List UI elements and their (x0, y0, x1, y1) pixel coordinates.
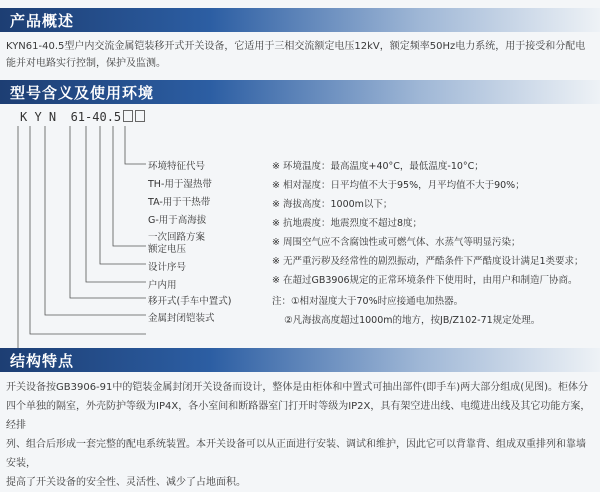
condition-item: ※ 抗地震度：地震烈度不超过8度； (272, 218, 423, 229)
structure-line: 开关设备按GB3906-91中的铠装金属封闭开关设备而设计，整体是由柜体和中置式可抽出部件(即手车)两大部分组成(见图)。柜体分 (6, 382, 588, 393)
section-banner-structure (0, 348, 600, 372)
bracket-line (45, 126, 146, 315)
condition-item: ※ 在超过GB3906规定的正常环境条件下使用时，由用户和制造厂协商。 (272, 275, 578, 286)
structure-line: 四个单独的隔室，外壳防护等级为IP4X，各小室间和断路器室门打开时等级为IP2X，具有架空进出线、电缆进出线及其它功能方案，经排 (6, 401, 591, 431)
structure-line: 列、组合后形成一套完整的配电系统装置。本开关设备可以从正面进行安装、调试和维护，因此它可以背靠背、组成双重排列和靠墙安装， (6, 439, 586, 469)
condition-item: ※ 周围空气应不含腐蚀性或可燃气体、水蒸气等明显污染； (272, 237, 521, 248)
model-label: 一次回路方案 (148, 232, 206, 243)
model-label: 金属封闭铠装式 (148, 313, 215, 324)
structure-paragraph (6, 378, 594, 492)
model-label: 设计序号 (148, 262, 187, 273)
model-label: TH-用于湿热带 (148, 179, 212, 190)
model-label: 户内用 (148, 280, 177, 291)
bracket-line (113, 126, 146, 246)
condition-item: ※ 无严重污秽及经常性的剧烈振动，严酷条件下严酷度设计满足1类要求； (272, 256, 584, 267)
bracket-line (18, 126, 146, 352)
condition-item: ※ 海拔高度：1000m以下； (272, 199, 393, 210)
section-title-overview: 产品概述 (10, 12, 75, 30)
section-title-structure: 结构特点 (10, 352, 75, 370)
condition-item: ※ 环境温度：最高温度+40°C，最低温度-10°C； (272, 161, 484, 172)
overview-line: 能并对电路实行控制，保护及监测。 (6, 58, 166, 69)
bracket-line (125, 126, 146, 164)
model-label: TA-用于干热带 (148, 197, 211, 208)
model-label: 移开式(手车中置式) (148, 296, 232, 307)
bracket-line (30, 126, 146, 334)
condition-note: ②凡海拔高度超过1000m的地方，按JB/Z102-71规定处理。 (272, 315, 541, 326)
model-label: 环境特征代号 (148, 161, 206, 172)
structure-line: 提高了开关设备的安全性、灵活性、减少了占地面积。 (6, 477, 246, 488)
model-label: G-用于高海拔 (148, 215, 207, 226)
model-label: 额定电压 (148, 244, 187, 255)
condition-note: 注：①相对湿度大于70%时应接通电加热器。 (272, 296, 464, 307)
bracket-line (100, 126, 146, 264)
condition-item: ※ 相对湿度：日平均值不大于95%，月平均值不大于90%； (272, 180, 525, 191)
section-title-model: 型号含义及使用环境 (10, 84, 155, 102)
overview-line: KYN61-40.5型户内交流金属铠装移开式开关设备，它适用于三相交流额定电压12kV，额定频率50Hz电力系统，用于接受和分配电 (6, 41, 586, 52)
bracket-line (86, 126, 146, 282)
model-code-text: K Y N 61-40.5 (20, 110, 122, 124)
bracket-line (70, 126, 146, 298)
